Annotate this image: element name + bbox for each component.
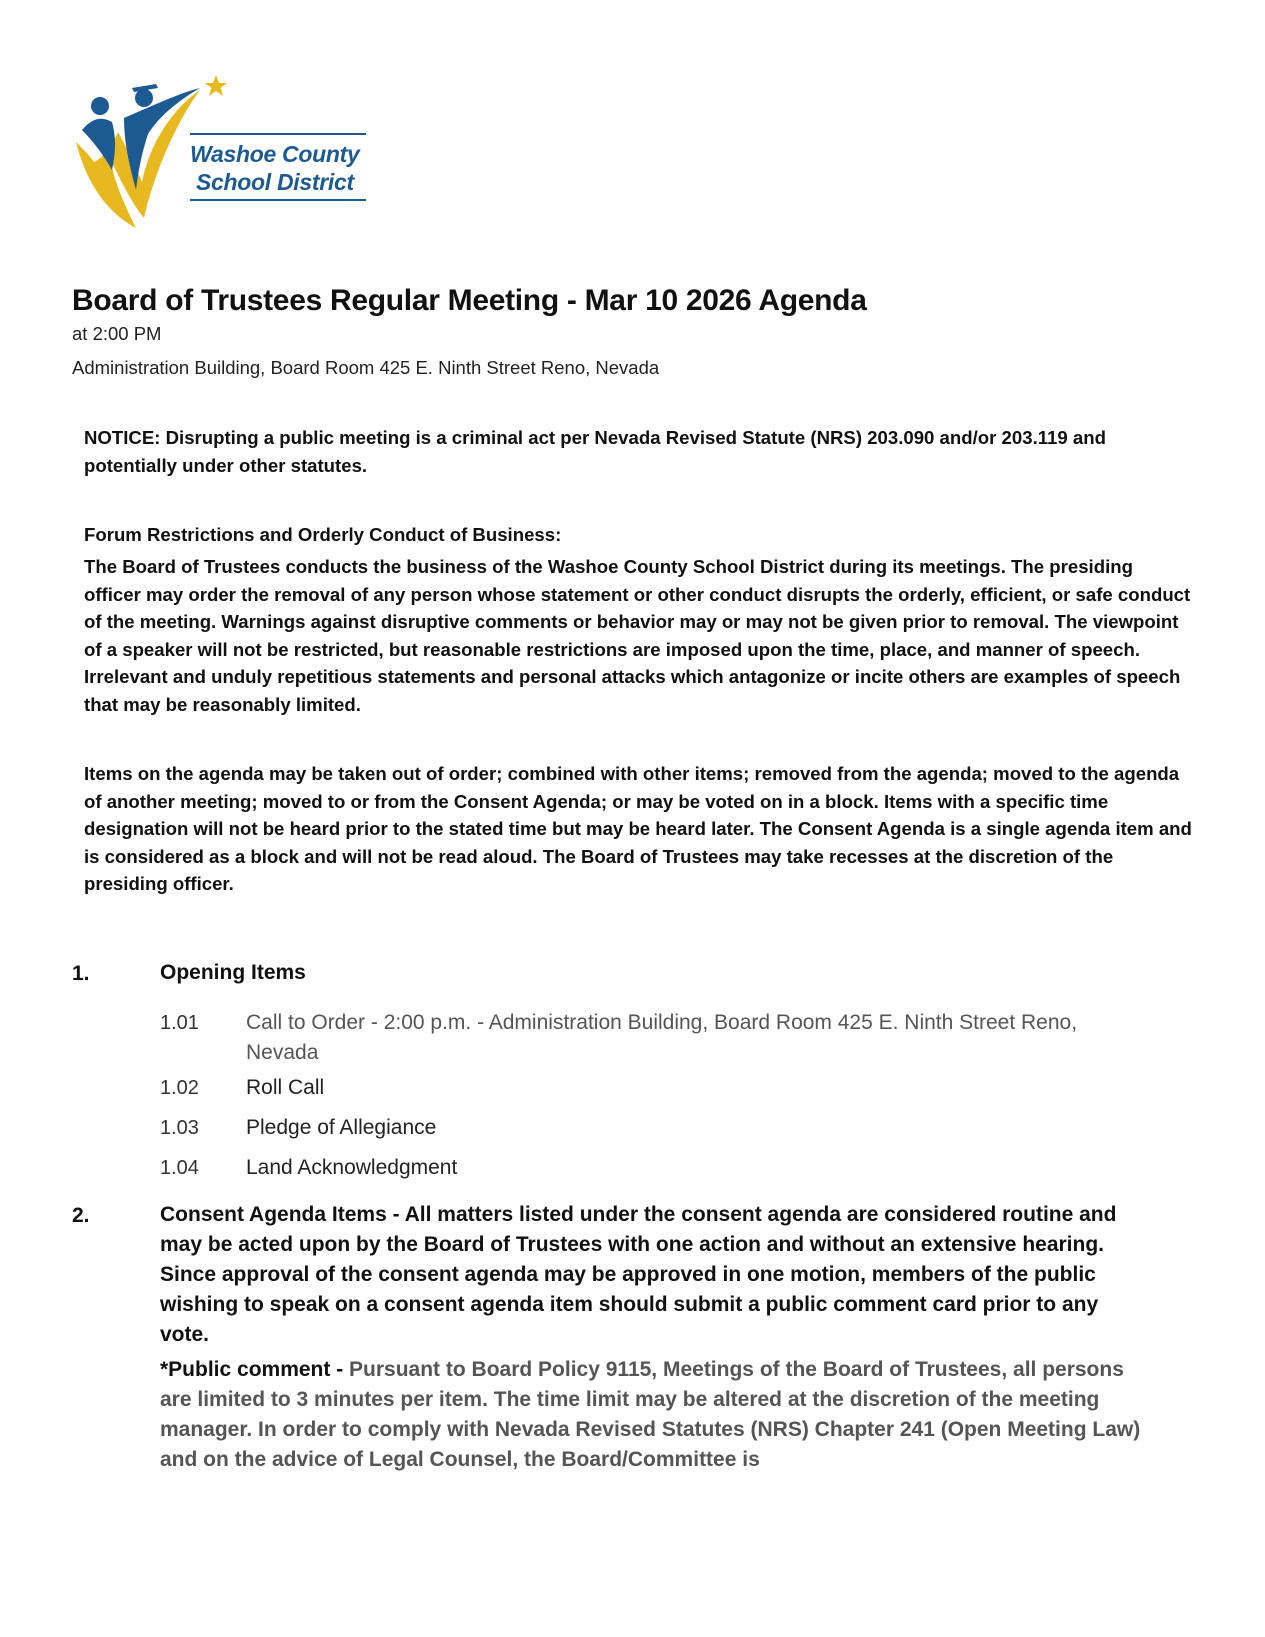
page-title: Board of Trustees Regular Meeting - Mar 10 2026 Agenda — [72, 284, 867, 317]
item-text[interactable]: Land Acknowledgment — [246, 1156, 458, 1179]
item-text[interactable]: Pledge of Allegiance — [246, 1116, 437, 1139]
section-title: Opening Items — [160, 961, 306, 984]
star-icon — [204, 74, 228, 98]
public-comment-label: *Public comment - — [160, 1358, 350, 1381]
forum-body: The Board of Trustees conducts the business of the Washoe County School District during its meetings. The presiding officer may order the removal of any person whose statement or other conduct disrupts the orderly, efficient, or safe conduct of the meeting. Warnings against disruptive comments or behavior may or may not be given prior to removal. The viewpoint of a speaker will not be restricted, but reasonable restrictions are imposed upon the time, place, and manner of speech. Irrelevant and unduly repetitious statements and personal attacks which antagonize or incite others are examples of speech that may be reasonably limited. — [84, 556, 1191, 715]
section-number: 2. — [72, 1204, 90, 1227]
section-title: Consent Agenda Items - All matters listed under the consent agenda are considered routine and may be acted upon by the Board of Trustees with one action and without an extensive hearing. Since approval of the consent agenda may be approved in one motion, members of the public wishing to speak on a consent agenda item should submit a public comment card prior to any vote. — [160, 1203, 1117, 1346]
meeting-location: Administration Building, Board Room 425 E. Ninth Street Reno, Nevada — [72, 357, 660, 378]
item-number: 1.04 — [160, 1157, 199, 1179]
public-comment-text: Pursuant to Board Policy 9115, Meetings of the Board of Trustees, all persons are limited to 3 minutes per item. The time limit may be altered at the discretion of the meeting manager. In order to comply with Nevada Revised Statutes (NRS) Chapter 241 (Open Meeting Law) and on the advice of Legal Counsel, the Board/Committee is — [160, 1358, 1141, 1471]
logo-text — [190, 140, 359, 196]
item-text[interactable]: Call to Order - 2:00 p.m. - Administration Building, Board Room 425 E. Ninth Street Reno, Nevada — [246, 1011, 1078, 1064]
notice-text: NOTICE: Disrupting a public meeting is a criminal act per Nevada Revised Statute (NRS) 203.090 and/or 203.119 and potentially under other statutes. — [84, 427, 1106, 476]
logo-rule-bottom — [190, 199, 366, 201]
logo-line2: School District — [196, 169, 354, 195]
item-number: 1.03 — [160, 1117, 199, 1139]
order-note: Items on the agenda may be taken out of order; combined with other items; removed from the agenda; moved to the agenda of another meeting; moved to or from the Consent Agenda; or may be voted on in a block. Items with a specific time designation will not be heard prior to the stated time but may be heard later. The Consent Agenda is a single agenda item and is considered as a block and will not be read aloud. The Board of Trustees may take recesses at the discretion of the presiding officer. — [84, 763, 1192, 894]
forum-heading: Forum Restrictions and Orderly Conduct of Business: — [84, 524, 562, 545]
logo-figures-icon — [72, 72, 202, 232]
meeting-time: at 2:00 PM — [72, 323, 162, 344]
logo-line1: Washoe County — [190, 141, 360, 167]
item-number: 1.02 — [160, 1077, 199, 1099]
district-logo — [72, 72, 370, 232]
item-number: 1.01 — [160, 1012, 199, 1034]
public-comment-note — [160, 1355, 1150, 1475]
logo-rule-top — [190, 133, 366, 135]
item-text[interactable]: Roll Call — [246, 1076, 325, 1099]
section-number: 1. — [72, 962, 90, 985]
